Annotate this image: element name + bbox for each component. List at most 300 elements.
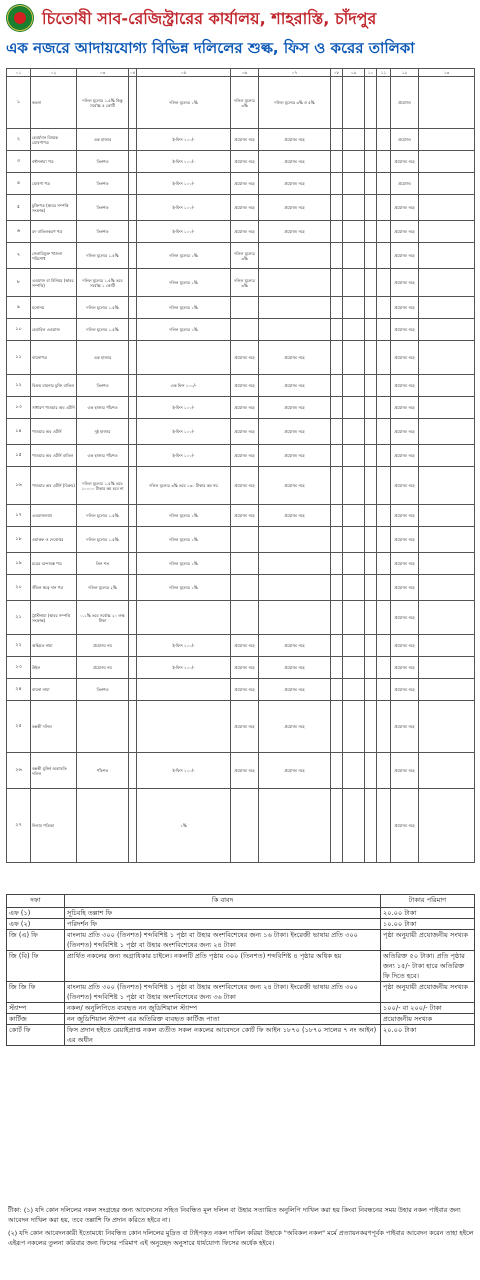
empty-cell	[343, 375, 365, 397]
document-name-cell: হেবাবিল এওয়াজ	[31, 319, 77, 341]
fee-code-cell: জি (বি) ফি	[7, 951, 65, 982]
empty-cell	[343, 173, 365, 195]
fee-code-cell: কার্টিজ	[7, 1014, 65, 1025]
column-number: ০১	[7, 69, 31, 77]
empty-cell	[331, 319, 343, 341]
empty-cell	[419, 151, 475, 173]
table-row	[7, 701, 475, 753]
empty-cell	[343, 701, 365, 753]
document-name-cell: বন্ধকী দলিল	[31, 701, 77, 753]
fee-cell: প্রযোজ্য নহে	[259, 419, 331, 445]
fee-cell	[259, 789, 331, 863]
serial-cell: ৫	[7, 195, 31, 221]
empty-cell	[419, 269, 475, 297]
fee-code-cell: এফ (২)	[7, 919, 65, 930]
fee-cell: প্রযোজ্য নহে	[231, 375, 259, 397]
fee-purpose-cell: নকল/ অনুলিপিতে ব্যবহৃত নন জুডিশিয়াল স্ট্যাম্প	[65, 1003, 381, 1014]
empty-cell	[331, 419, 343, 445]
column-number: ১১	[377, 69, 391, 77]
empty-cell	[129, 269, 137, 297]
fee-cell: দলিল মূল্যের ১%	[137, 77, 231, 129]
document-name-cell: অছিয়ত নামা	[31, 635, 77, 657]
fee-purpose-cell: পরিদর্শন ফি	[65, 919, 381, 930]
document-name-cell: চরের বন্দোবস্ত পত্র	[31, 553, 77, 575]
fee-cell	[231, 319, 259, 341]
empty-cell	[377, 575, 391, 601]
empty-cell	[129, 679, 137, 701]
empty-cell	[419, 397, 475, 419]
fee-purpose-cell: বাংলায় প্রতি ৩০০ (তিনশত) শব্দবিশিষ্ট ১ পৃষ্ঠা বা উহার অংশবিশেষের জন্য ২৪ টাকা। ইংরেজী ভাষায় প্রতি ৩০০ (তিনশত) শব্দবিশিষ্ট ১ পৃষ্ঠা বা উহার অংশবিশেষের জন্য ৩৬ টাকা	[65, 982, 381, 1003]
document-name-cell: বায়নাপত্র	[31, 341, 77, 375]
empty-cell	[377, 221, 391, 243]
fee-cell	[231, 297, 259, 319]
fee-cell: প্রযোজ্য নহে	[259, 397, 331, 419]
fee-cell: ই-ফিস ১০০/-	[137, 221, 231, 243]
empty-cell	[129, 173, 137, 195]
table-row	[7, 269, 475, 297]
empty-cell	[377, 635, 391, 657]
document-name-cell: জীবন স্বত্বে দান পত্র	[31, 575, 77, 601]
empty-cell	[365, 173, 377, 195]
empty-cell	[377, 173, 391, 195]
empty-cell	[419, 243, 475, 269]
document-name-cell: নিলাম পত্রিকা	[31, 789, 77, 863]
empty-cell	[343, 129, 365, 151]
serial-cell: ৩	[7, 151, 31, 173]
table-row	[7, 635, 475, 657]
empty-cell	[419, 701, 475, 753]
empty-cell	[343, 77, 365, 129]
table-row	[7, 151, 475, 173]
document-fee-table	[6, 68, 474, 890]
fee-cell: প্রযোজ্য নহে	[259, 129, 331, 151]
empty-cell	[343, 527, 365, 553]
fee-cell: প্রযোজ্য নহে	[259, 151, 331, 173]
fee-cell: প্রযোজ্য নহে	[391, 375, 419, 397]
empty-cell	[377, 397, 391, 419]
empty-cell	[377, 269, 391, 297]
empty-cell	[419, 195, 475, 221]
fee-cell	[231, 575, 259, 601]
fee-cell	[259, 527, 331, 553]
document-name-cell: বায়না নামা	[31, 679, 77, 701]
fee-cell: দলিল মূল্যের ১%	[137, 527, 231, 553]
fee-cell	[231, 553, 259, 575]
empty-cell	[419, 445, 475, 467]
empty-cell	[365, 701, 377, 753]
empty-cell	[129, 319, 137, 341]
serial-cell: ২৫	[7, 701, 31, 753]
empty-cell	[331, 173, 343, 195]
fee-row	[7, 908, 475, 919]
fee-cell: প্রযোজ্য নহে	[391, 575, 419, 601]
serial-cell: ২৪	[7, 679, 31, 701]
empty-cell	[365, 553, 377, 575]
empty-cell	[129, 419, 137, 445]
fee-cell	[259, 297, 331, 319]
fee-cell: ই-ফিস ১০০/-	[137, 129, 231, 151]
empty-cell	[377, 753, 391, 789]
serial-cell: ১০	[7, 319, 31, 341]
serial-cell: ২০	[7, 575, 31, 601]
empty-cell	[343, 467, 365, 505]
empty-cell	[343, 419, 365, 445]
fee-cell: ই-ফিস ১০০/-	[137, 397, 231, 419]
empty-cell	[377, 341, 391, 375]
empty-cell	[365, 269, 377, 297]
notes	[8, 1205, 474, 1251]
fee-cell: প্রযোজ্য নহে	[259, 753, 331, 789]
fee-cell	[77, 789, 129, 863]
fee-cell: দলিল মূল্যের ১%	[137, 297, 231, 319]
serial-cell: ১২	[7, 375, 31, 397]
empty-cell	[343, 505, 365, 527]
fee-cell: প্রযোজ্য নহে	[259, 657, 331, 679]
fee-cell: প্রযোজ্য নহে	[391, 657, 419, 679]
empty-cell	[331, 635, 343, 657]
column-number: ১০	[365, 69, 377, 77]
empty-cell	[331, 221, 343, 243]
empty-cell	[377, 679, 391, 701]
fee-amount-cell: পৃষ্ঠা অনুযায়ী প্রযোজনীয় সংখ্যক	[381, 930, 475, 951]
fee-cell: প্রযোজ্য নহে	[231, 221, 259, 243]
column-number: ১৩	[419, 69, 475, 77]
empty-cell	[419, 375, 475, 397]
fee-cell: প্রযোজ্য নহে	[391, 195, 419, 221]
empty-cell	[129, 601, 137, 635]
empty-cell	[343, 601, 365, 635]
document-name-cell: কবলা	[31, 77, 77, 129]
empty-cell	[331, 505, 343, 527]
empty-cell	[377, 297, 391, 319]
fee-cell: প্রযোজ্য নহে	[391, 297, 419, 319]
empty-cell	[377, 129, 391, 151]
fee-purpose-cell: প্রার্থিত নকলের জন্য অগ্রাধিকার চাইলে। নকলটি প্রতি পৃষ্ঠায় ৩০০ (তিনশত) শব্দবিশিষ্ট ৪ পৃষ্ঠার অধিক হয়	[65, 951, 381, 982]
empty-cell	[331, 129, 343, 151]
serial-cell: ১১	[7, 341, 31, 375]
empty-cell	[365, 679, 377, 701]
empty-cell	[365, 467, 377, 505]
fee-cell: প্রযোজ্য নহে	[259, 505, 331, 527]
fee-cell: তিন শত	[77, 553, 129, 575]
empty-cell	[365, 129, 377, 151]
fee-cell: দলিল মূল্যের ১%	[137, 319, 231, 341]
empty-cell	[129, 505, 137, 527]
column-number-row	[7, 69, 475, 77]
empty-cell	[343, 445, 365, 467]
empty-cell	[419, 527, 475, 553]
fee-purpose-cell: বাংলায় প্রতি ৩০০ (তিনশত) শব্দবিশিষ্ট ১ পৃষ্ঠা বা উহার অংশবিশেষের জন্য ১৬ টাকা। ইংরেজী ভাষায় প্রতি ৩০০ (তিনশত) শব্দবিশিষ্ট ১ পৃষ্ঠা বা উহার অংশবিশেষের জন্য ২৪ টাকা	[65, 930, 381, 951]
fee-cell: প্রযোজ্য নহে	[259, 701, 331, 753]
fee-row	[7, 1025, 475, 1046]
fee-cell	[137, 701, 231, 753]
document-name-cell: এওয়াজনামা	[31, 505, 77, 527]
empty-cell	[377, 151, 391, 173]
document-name-cell: বিক্রয় বায়নার চুক্তি বাতিল	[31, 375, 77, 397]
fee-cell: এক ফিস ১০০/-	[137, 375, 231, 397]
document-name-cell: বন্ধকী মুক্তি/ অব্যাহতি দলিল	[31, 753, 77, 789]
empty-cell	[377, 789, 391, 863]
document-name-cell: হেবা/দান বিষয়ক ঘোষণাপত্র	[31, 129, 77, 151]
empty-cell	[365, 151, 377, 173]
empty-cell	[331, 269, 343, 297]
empty-cell	[365, 319, 377, 341]
fee-code-cell: কোর্ট ফি	[7, 1025, 65, 1046]
empty-cell	[419, 221, 475, 243]
empty-cell	[129, 445, 137, 467]
fee-cell: প্রযোজ্য নহে	[231, 657, 259, 679]
fee-cell: প্রযোজ্য	[391, 173, 419, 195]
empty-cell	[129, 575, 137, 601]
table-row	[7, 129, 475, 151]
empty-cell	[331, 77, 343, 129]
empty-cell	[129, 527, 137, 553]
empty-cell	[365, 341, 377, 375]
fee-cell: প্রযোজ্য নহে	[231, 173, 259, 195]
table-row	[7, 445, 475, 467]
note-1: টীকা: (১) যদি কোন দলিলের নকল সংগ্রহের জন্য আবেদনের সহিত নিবন্ধিত মূল দলিল বা উহার সত্যায়িত অনুলিপি দাখিল করা হয় কিংবা নিবন্ধনের সময় উহার নকল পাইবার জন্য আবেদন দাখিল করা হয়, তবে তল্লাশি ফি প্রদান করিতে হইবে না।	[8, 1206, 461, 1224]
fee-cell: প্রযোজ্য নহে	[391, 397, 419, 419]
fee-cell: ই-ফিস ১০০/-	[137, 635, 231, 657]
empty-cell	[129, 221, 137, 243]
fee-cell: দলিল মূল্যের ১.৫% কিন্তু সর্বোচ্চ ৫ কোটি	[77, 77, 129, 129]
fee-code-cell: জি জি ফি	[7, 982, 65, 1003]
document-name-cell: সেলামিযুক্ত খাজনা পরিশোধ	[31, 243, 77, 269]
empty-cell	[343, 397, 365, 419]
fee-cell	[259, 553, 331, 575]
fee-header-amount: টাকার পরিমাণ	[381, 895, 475, 908]
fee-cell: তিনশত	[77, 195, 129, 221]
fee-cell: ই-ফিস ১০০/-	[137, 419, 231, 445]
empty-cell	[129, 753, 137, 789]
fee-amount-cell: ১০.০০ টাকা	[381, 919, 475, 930]
fee-cell: দলিল মূল্যের ১.৫% তবে সর্বোচ্চ ১ কোটি	[77, 269, 129, 297]
fee-cell: দলিল মূল্যের ১%	[137, 243, 231, 269]
fee-cell: এক হাজার	[77, 129, 129, 151]
empty-cell	[343, 297, 365, 319]
fee-cell: প্রযোজ্য নহে	[259, 635, 331, 657]
empty-cell	[129, 77, 137, 129]
empty-cell	[331, 297, 343, 319]
empty-cell	[377, 375, 391, 397]
empty-cell	[365, 375, 377, 397]
empty-cell	[343, 679, 365, 701]
fee-cell: তিনশত	[77, 173, 129, 195]
empty-cell	[419, 657, 475, 679]
fee-cell: প্রযোজ্য নহে	[391, 789, 419, 863]
empty-cell	[129, 129, 137, 151]
column-number: ০৯	[343, 69, 365, 77]
fee-cell: প্রযোজ্য	[391, 129, 419, 151]
document-name-cell: সাধারণ পাওয়ার অব এটর্নি	[31, 397, 77, 419]
table-row	[7, 341, 475, 375]
empty-cell	[343, 553, 365, 575]
note-2: (২) যদি কোন আবেদনকারী ইতোমধ্যে নিবন্ধিত কোন দলিলের মুদ্রিত বা টাইপকৃত নকল দাখিল করিয়া উহাকে "অবিকল নকল" মর্মে প্রত্যায়নকরণপূর্বক পাইবার আবেদন করেন তাহা হইলে এইরূপ নকলের তুলনা করিবার জন্য ফিসের পরিমাণ এই অনুচ্ছেদ অনুসারে ধার্যযোগ্য ফিসের অর্ধেক হইবে।	[8, 1229, 474, 1247]
fee-cell: দলিল মূল্যের ১%	[137, 505, 231, 527]
fee-cell: প্রযোজ্য নহে	[231, 635, 259, 657]
fee-cell: দলিল মূল্যের ১%	[137, 269, 231, 297]
fee-cell: তিনশত	[77, 679, 129, 701]
fee-cell	[137, 341, 231, 375]
empty-cell	[419, 467, 475, 505]
empty-cell	[331, 527, 343, 553]
fee-cell: প্রযোজ্য নহে	[231, 341, 259, 375]
empty-cell	[419, 679, 475, 701]
fee-cell: প্রযোজ্য নয়	[77, 635, 129, 657]
empty-cell	[331, 243, 343, 269]
document-name-cell: মনোনয়	[31, 297, 77, 319]
fee-cell: এক হাজার পাঁচশত	[77, 445, 129, 467]
serial-cell: ১৩	[7, 397, 31, 419]
empty-cell	[343, 575, 365, 601]
fee-cell: প্রযোজ্য নহে	[259, 375, 331, 397]
empty-cell	[377, 657, 391, 679]
fee-amount-cell: অতিরিক্ত ৫০ টাকা। প্রতি পৃষ্ঠার জন্য ১৫/- টাকা হারে অতিরিক্ত ফি দিতে হবে।	[381, 951, 475, 982]
empty-cell	[365, 601, 377, 635]
fee-cell: দলিল মূল্যের ৩% তবে ১৩০ টাকার কম নয়	[137, 467, 231, 505]
fee-cell: ই-ফিস ১০০/-	[137, 753, 231, 789]
fee-cell: তিনশত	[77, 151, 129, 173]
fee-cell: প্রযোজ্য নহে	[391, 221, 419, 243]
fee-cell: দুই হাজার	[77, 419, 129, 445]
empty-cell	[129, 635, 137, 657]
empty-cell	[129, 467, 137, 505]
serial-cell: ১৯	[7, 553, 31, 575]
empty-cell	[331, 657, 343, 679]
column-number: ১২	[391, 69, 419, 77]
fee-cell: ই-ফিস ১০০/-	[137, 151, 231, 173]
empty-cell	[343, 657, 365, 679]
empty-cell	[365, 397, 377, 419]
fee-cell: ১%	[137, 789, 231, 863]
empty-cell	[365, 789, 377, 863]
empty-cell	[419, 419, 475, 445]
fee-cell: দলিল মূল্যের ১.৫% তবে ১০০০০ টাকার কম হবে না	[77, 467, 129, 505]
empty-cell	[129, 375, 137, 397]
empty-cell	[129, 341, 137, 375]
fee-cell: প্রযোজ্য নহে	[259, 195, 331, 221]
fee-cell: প্রযোজ্য	[391, 77, 419, 129]
fee-cell: প্রযোজ্য নহে	[391, 601, 419, 635]
empty-cell	[419, 173, 475, 195]
fee-cell: দলিল মূল্যের ৩%	[231, 77, 259, 129]
empty-cell	[377, 601, 391, 635]
serial-cell: ৬	[7, 221, 31, 243]
empty-cell	[331, 753, 343, 789]
fee-cell: ই-ফিস ১০০/-	[137, 195, 231, 221]
fee-header-code: দফা	[7, 895, 65, 908]
sub-title: এক নজরে আদায়যোগ্য বিভিন্ন দলিলের শুল্ক, ফিস ও করের তালিকা	[6, 39, 415, 57]
fee-cell	[259, 243, 331, 269]
empty-cell	[377, 319, 391, 341]
empty-cell	[365, 657, 377, 679]
table-row	[7, 527, 475, 553]
empty-cell	[365, 77, 377, 129]
document-name-cell: ট্রাস্টনামা (স্থাবর সম্পত্তি সংক্রান্ত)	[31, 601, 77, 635]
document-name-cell: পাওয়ার অব এটর্নি (বিক্রয়)	[31, 467, 77, 505]
fee-cell: প্রযোজ্য নহে	[231, 701, 259, 753]
table-row	[7, 657, 475, 679]
empty-cell	[419, 753, 475, 789]
fee-cell: প্রযোজ্য নহে	[391, 505, 419, 527]
fee-cell: প্রযোজ্য নহে	[391, 419, 419, 445]
fee-cell	[259, 601, 331, 635]
government-emblem-icon	[6, 4, 34, 32]
fee-cell: প্রযোজ্য নহে	[231, 195, 259, 221]
empty-cell	[419, 341, 475, 375]
serial-cell: ১	[7, 77, 31, 129]
serial-cell: ২৬	[7, 753, 31, 789]
fee-cell: প্রযোজ্য নহে	[259, 173, 331, 195]
fee-cell: প্রযোজ্য নহে	[231, 151, 259, 173]
fee-cell: প্রযোজ্য নয়	[77, 657, 129, 679]
empty-cell	[129, 553, 137, 575]
serial-cell: ১৫	[7, 445, 31, 467]
fee-cell	[259, 319, 331, 341]
table-row	[7, 77, 475, 129]
serial-cell: ১৬	[7, 467, 31, 505]
fee-purpose-cell: সূচিবহি তল্লাশ ফি	[65, 908, 381, 919]
fee-cell: দলিল মূল্যের ১.৫%	[77, 527, 129, 553]
empty-cell	[129, 243, 137, 269]
fee-purpose-cell: ফিস প্রদান হইতে রেয়াইপ্রাপ্ত নকল ব্যতীত সকল নকলের আবেদনে কোর্ট ফি আইন ১৮৭০ (১৮৭০ সালের ৭ নং আইন) এর অধীন	[65, 1025, 381, 1046]
empty-cell	[377, 505, 391, 527]
empty-cell	[343, 151, 365, 173]
empty-cell	[331, 467, 343, 505]
empty-cell	[331, 341, 343, 375]
empty-cell	[377, 195, 391, 221]
document-name-cell: ওয়াকফ ও দেবোত্তর	[31, 527, 77, 553]
column-number: ০৫	[137, 69, 231, 77]
fee-code-cell: এফ (১)	[7, 908, 65, 919]
empty-cell	[365, 527, 377, 553]
empty-cell	[419, 77, 475, 129]
fee-cell: দলিল মূল্যের ৩%	[231, 269, 259, 297]
empty-cell	[343, 269, 365, 297]
table-row	[7, 553, 475, 575]
fee-cell: প্রযোজ্য নহে	[391, 319, 419, 341]
fee-row	[7, 982, 475, 1003]
empty-cell	[331, 789, 343, 863]
fee-row	[7, 1003, 475, 1014]
fee-cell	[137, 679, 231, 701]
fee-cell: প্রযোজ্য নহে	[391, 753, 419, 789]
office-title: চিতোষী সাব-রেজিস্ট্রারের কার্যালয়, শাহরাস্তি, চাঁদপুর	[42, 9, 377, 28]
fee-cell: প্রযোজ্য নহে	[391, 527, 419, 553]
fee-cell: প্রযোজ্য নহে	[231, 129, 259, 151]
empty-cell	[365, 419, 377, 445]
empty-cell	[343, 789, 365, 863]
fee-cell: প্রযোজ্য নহে	[259, 341, 331, 375]
page-header	[0, 0, 480, 66]
fee-cell: দলিল মূল্যের ৩% ও ৫%	[259, 77, 331, 129]
empty-cell	[331, 375, 343, 397]
fee-row	[7, 930, 475, 951]
document-name-cell: পাওয়ার অব এটর্নি বাতিল	[31, 445, 77, 467]
empty-cell	[129, 789, 137, 863]
serial-cell: ২৭	[7, 789, 31, 863]
empty-cell	[331, 701, 343, 753]
serial-cell: ৭	[7, 243, 31, 269]
column-number: ০৬	[231, 69, 259, 77]
empty-cell	[365, 445, 377, 467]
fee-row	[7, 1014, 475, 1025]
fee-cell: ই-ফিস ১০০/-	[137, 657, 231, 679]
empty-cell	[419, 575, 475, 601]
fee-cell: প্রযোজ্য নহে	[391, 701, 419, 753]
empty-cell	[365, 635, 377, 657]
empty-cell	[129, 657, 137, 679]
